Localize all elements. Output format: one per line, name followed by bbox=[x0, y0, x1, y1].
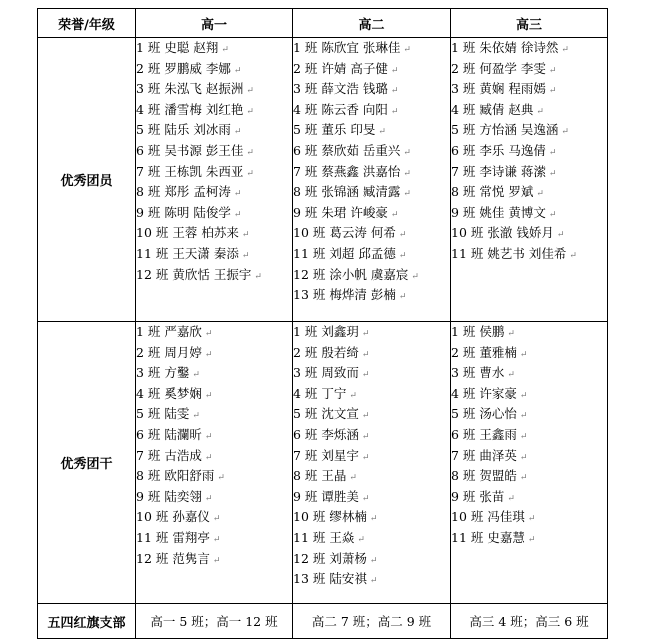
paragraph-mark-icon: ↵ bbox=[192, 370, 200, 381]
list-item-text: 10 班 葛云涛 何希 bbox=[293, 225, 396, 241]
member-grade3-list bbox=[451, 38, 608, 322]
list-item bbox=[136, 446, 292, 467]
paragraph-mark-icon: ↵ bbox=[361, 411, 370, 422]
header-category: 荣誉/年级 bbox=[38, 9, 136, 38]
paragraph-mark-icon: ↵ bbox=[241, 230, 250, 241]
list-item bbox=[293, 203, 450, 224]
list-item bbox=[293, 265, 450, 286]
paragraph-mark-icon: ↵ bbox=[403, 189, 411, 200]
list-item bbox=[293, 322, 450, 343]
list-item bbox=[136, 223, 292, 244]
list-item bbox=[451, 466, 607, 487]
paragraph-mark-icon: ↵ bbox=[254, 271, 262, 282]
paragraph-mark-icon: ↵ bbox=[361, 493, 370, 504]
list-item bbox=[293, 446, 450, 467]
paragraph-mark-icon: ↵ bbox=[519, 349, 528, 360]
paragraph-mark-icon: ↵ bbox=[561, 127, 569, 138]
branch-grade1: 高一 5 班；高一 12 班 bbox=[136, 604, 293, 639]
list-item bbox=[293, 528, 450, 549]
paragraph-mark-icon: ↵ bbox=[411, 271, 419, 282]
list-item bbox=[451, 343, 607, 364]
member-grade2-list bbox=[293, 38, 451, 322]
list-item bbox=[136, 79, 292, 100]
list-item-text: 12 班 黄欣恬 王振宇 bbox=[136, 266, 252, 282]
member-grade1-list bbox=[136, 38, 293, 322]
paragraph-mark-icon: ↵ bbox=[217, 473, 225, 484]
paragraph-mark-icon: ↵ bbox=[204, 431, 213, 442]
list-item-text: 13 班 陆安祺 bbox=[293, 571, 367, 587]
paragraph-mark-icon: ↵ bbox=[349, 390, 357, 401]
list-item bbox=[451, 38, 607, 59]
list-item-text: 7 班 蔡燕鑫 洪嘉怡 bbox=[293, 163, 401, 179]
list-item bbox=[136, 244, 292, 265]
paragraph-mark-icon: ↵ bbox=[233, 65, 242, 76]
paragraph-mark-icon: ↵ bbox=[527, 534, 536, 545]
list-item bbox=[451, 141, 607, 162]
list-item-text: 2 班 罗鹏威 李娜 bbox=[136, 60, 231, 76]
list-item-text: 7 班 曲泽英 bbox=[451, 447, 517, 463]
paragraph-mark-icon: ↵ bbox=[212, 534, 221, 545]
list-item-text: 10 班 缪林楠 bbox=[293, 509, 367, 525]
list-item bbox=[293, 343, 450, 364]
list-item bbox=[451, 487, 607, 508]
list-item-text: 4 班 臧倩 赵典 bbox=[451, 101, 534, 117]
list-item-text: 3 班 朱泓飞 赵振洲 bbox=[136, 81, 244, 97]
list-item bbox=[136, 100, 292, 121]
list-item-text: 7 班 王栋凯 朱西亚 bbox=[136, 163, 244, 179]
list-item-text: 5 班 董乐 印旻 bbox=[293, 122, 376, 138]
paragraph-mark-icon: ↵ bbox=[361, 349, 370, 360]
row-red-flag-branch bbox=[38, 604, 608, 639]
list-item-text: 11 班 史嘉慧 bbox=[451, 529, 525, 545]
paragraph-mark-icon: ↵ bbox=[507, 370, 515, 381]
paragraph-mark-icon: ↵ bbox=[361, 452, 370, 463]
list-item bbox=[136, 203, 292, 224]
paragraph-mark-icon: ↵ bbox=[369, 576, 378, 587]
list-item bbox=[293, 141, 450, 162]
list-item bbox=[136, 343, 292, 364]
list-item-text: 11 班 刘超 邱孟德 bbox=[293, 245, 396, 261]
list-item bbox=[293, 363, 450, 384]
paragraph-mark-icon: ↵ bbox=[357, 534, 365, 545]
list-item-text: 9 班 朱珺 许峻豪 bbox=[293, 204, 388, 220]
list-item-text: 12 班 范隽言 bbox=[136, 550, 210, 566]
list-item-text: 9 班 陆奕翎 bbox=[136, 488, 202, 504]
list-item bbox=[451, 162, 607, 183]
list-item bbox=[293, 182, 450, 203]
paragraph-mark-icon: ↵ bbox=[519, 390, 528, 401]
list-item-text: 1 班 史聪 赵翔 bbox=[136, 40, 219, 55]
list-item bbox=[293, 162, 450, 183]
branch-grade3: 高三 4 班；高三 6 班 bbox=[451, 604, 608, 639]
list-item-text: 2 班 殷若绮 bbox=[293, 344, 359, 360]
paragraph-mark-icon: ↵ bbox=[246, 168, 254, 179]
list-item bbox=[293, 404, 450, 425]
list-item bbox=[293, 38, 450, 59]
paragraph-mark-icon: ↵ bbox=[403, 168, 411, 179]
list-item-text: 10 班 张澈 钱娇月 bbox=[451, 225, 554, 241]
paragraph-mark-icon: ↵ bbox=[212, 555, 221, 566]
list-item-text: 10 班 冯佳琪 bbox=[451, 509, 525, 525]
list-item-text: 13 班 梅烨清 彭楠 bbox=[293, 287, 396, 303]
list-item bbox=[451, 446, 607, 467]
paragraph-mark-icon: ↵ bbox=[390, 86, 399, 97]
list-item-text: 5 班 方怡涵 吴逸涵 bbox=[451, 122, 559, 138]
list-item bbox=[451, 507, 607, 528]
list-item-text: 6 班 王鑫雨 bbox=[451, 426, 517, 442]
list-item-text: 8 班 张锦涵 臧清露 bbox=[293, 184, 401, 200]
list-item-text: 9 班 陈明 陆俊学 bbox=[136, 204, 231, 220]
paragraph-mark-icon: ↵ bbox=[204, 349, 213, 360]
list-item-text: 4 班 潘雪梅 刘红艳 bbox=[136, 101, 244, 117]
list-item bbox=[451, 182, 607, 203]
list-item bbox=[451, 59, 607, 80]
list-item bbox=[451, 404, 607, 425]
list-item bbox=[136, 384, 292, 405]
list-item bbox=[136, 404, 292, 425]
list-item bbox=[293, 59, 450, 80]
list-item bbox=[136, 265, 292, 286]
list-item-text: 11 班 王焱 bbox=[293, 529, 355, 545]
label-red-flag-branch: 五四红旗支部 bbox=[38, 604, 136, 639]
list-item bbox=[451, 244, 607, 265]
list-item-text: 12 班 涂小帆 虞嘉宸 bbox=[293, 266, 409, 282]
paragraph-mark-icon: ↵ bbox=[519, 431, 528, 442]
list-item bbox=[451, 223, 607, 244]
header-row bbox=[38, 9, 608, 38]
paragraph-mark-icon: ↵ bbox=[361, 329, 370, 339]
paragraph-mark-icon: ↵ bbox=[519, 411, 528, 422]
paragraph-mark-icon: ↵ bbox=[246, 106, 254, 117]
list-item bbox=[136, 120, 292, 141]
paragraph-mark-icon: ↵ bbox=[378, 127, 386, 138]
paragraph-mark-icon: ↵ bbox=[548, 209, 557, 220]
cadre-grade2-list bbox=[293, 322, 451, 604]
paragraph-mark-icon: ↵ bbox=[398, 292, 407, 303]
paragraph-mark-icon: ↵ bbox=[556, 230, 565, 241]
list-item bbox=[451, 528, 607, 549]
list-item-text: 4 班 许家豪 bbox=[451, 385, 517, 401]
paragraph-mark-icon: ↵ bbox=[204, 390, 213, 401]
list-item-text: 2 班 周月婷 bbox=[136, 344, 202, 360]
paragraph-mark-icon: ↵ bbox=[192, 411, 200, 422]
list-item-text: 2 班 许婧 高子健 bbox=[293, 60, 388, 76]
list-item-text: 5 班 陆乐 刘冰雨 bbox=[136, 122, 231, 138]
list-item-text: 6 班 陆瀾昕 bbox=[136, 426, 202, 442]
list-item-text: 4 班 陈云香 向阳 bbox=[293, 101, 388, 117]
paragraph-mark-icon: ↵ bbox=[204, 493, 213, 504]
paragraph-mark-icon: ↵ bbox=[390, 209, 399, 220]
paragraph-mark-icon: ↵ bbox=[369, 514, 378, 525]
list-item-text: 8 班 常悦 罗斌 bbox=[451, 184, 534, 200]
list-item-text: 5 班 沈文宣 bbox=[293, 406, 359, 422]
paragraph-mark-icon: ↵ bbox=[369, 555, 378, 566]
paragraph-mark-icon: ↵ bbox=[233, 127, 242, 138]
header-grade1: 高一 bbox=[136, 9, 293, 38]
paragraph-mark-icon: ↵ bbox=[403, 45, 411, 55]
list-item-text: 5 班 汤心怡 bbox=[451, 406, 517, 422]
paragraph-mark-icon: ↵ bbox=[204, 452, 213, 463]
list-item bbox=[451, 322, 607, 343]
header-grade2: 高二 bbox=[293, 9, 451, 38]
list-item-text: 12 班 刘萧杨 bbox=[293, 550, 367, 566]
list-item-text: 11 班 姚艺书 刘佳希 bbox=[451, 245, 567, 261]
list-item bbox=[136, 322, 292, 343]
list-item bbox=[136, 487, 292, 508]
list-item-text: 1 班 刘鑫玥 bbox=[293, 324, 359, 339]
list-item bbox=[136, 425, 292, 446]
list-item bbox=[293, 549, 450, 570]
row-excellent-cadre bbox=[38, 322, 608, 604]
list-item-text: 6 班 李乐 马逸倩 bbox=[451, 142, 546, 158]
list-item-text: 8 班 贺盟皓 bbox=[451, 468, 517, 484]
list-item bbox=[293, 425, 450, 446]
label-excellent-member: 优秀团员 bbox=[38, 38, 136, 322]
list-item bbox=[136, 59, 292, 80]
list-item bbox=[293, 223, 450, 244]
list-item-text: 3 班 黄娴 程雨嫣 bbox=[451, 81, 546, 97]
paragraph-mark-icon: ↵ bbox=[241, 250, 250, 261]
paragraph-mark-icon: ↵ bbox=[548, 65, 557, 76]
paragraph-mark-icon: ↵ bbox=[519, 452, 528, 463]
list-item-text: 8 班 欧阳舒雨 bbox=[136, 468, 215, 484]
list-item-text: 11 班 王天潇 秦添 bbox=[136, 245, 239, 261]
list-item-text: 1 班 侯鹏 bbox=[451, 324, 505, 339]
list-item bbox=[293, 466, 450, 487]
list-item bbox=[293, 120, 450, 141]
paragraph-mark-icon: ↵ bbox=[548, 168, 557, 179]
paragraph-mark-icon: ↵ bbox=[548, 147, 557, 158]
list-item-text: 7 班 李诗谦 蒋潆 bbox=[451, 163, 546, 179]
list-item bbox=[136, 38, 292, 59]
list-item bbox=[293, 487, 450, 508]
paragraph-mark-icon: ↵ bbox=[233, 189, 242, 200]
list-item bbox=[451, 120, 607, 141]
list-item-text: 3 班 周致而 bbox=[293, 365, 359, 381]
paragraph-mark-icon: ↵ bbox=[536, 106, 544, 117]
list-item bbox=[293, 244, 450, 265]
list-item-text: 4 班 奚梦娴 bbox=[136, 385, 202, 401]
list-item-text: 1 班 朱依婧 徐诗然 bbox=[451, 40, 559, 55]
list-item-text: 1 班 严嘉欣 bbox=[136, 324, 202, 339]
list-item-text: 9 班 张苗 bbox=[451, 488, 505, 504]
cadre-grade3-list bbox=[451, 322, 608, 604]
list-item bbox=[293, 100, 450, 121]
paragraph-mark-icon: ↵ bbox=[246, 86, 254, 97]
list-item bbox=[293, 384, 450, 405]
list-item bbox=[293, 569, 450, 590]
paragraph-mark-icon: ↵ bbox=[361, 370, 370, 381]
list-item-text: 8 班 郑彤 孟柯涛 bbox=[136, 184, 231, 200]
list-item bbox=[451, 79, 607, 100]
paragraph-mark-icon: ↵ bbox=[221, 45, 229, 55]
list-item-text: 3 班 曹水 bbox=[451, 365, 505, 381]
list-item-text: 1 班 陈欣宜 张琳佳 bbox=[293, 40, 401, 55]
paragraph-mark-icon: ↵ bbox=[507, 493, 515, 504]
list-item bbox=[293, 285, 450, 306]
list-item bbox=[136, 182, 292, 203]
paragraph-mark-icon: ↵ bbox=[548, 86, 557, 97]
list-item-text: 5 班 陆雯 bbox=[136, 406, 190, 422]
list-item-text: 2 班 何盈学 李雯 bbox=[451, 60, 546, 76]
list-item bbox=[293, 507, 450, 528]
list-item-text: 10 班 王蓉 柏苏来 bbox=[136, 225, 239, 241]
list-item bbox=[293, 79, 450, 100]
list-item bbox=[136, 363, 292, 384]
paragraph-mark-icon: ↵ bbox=[246, 147, 254, 158]
list-item-text: 11 班 雷翔亭 bbox=[136, 529, 210, 545]
list-item-text: 3 班 方鑿 bbox=[136, 365, 190, 381]
list-item-text: 10 班 孙嘉仪 bbox=[136, 509, 210, 525]
list-item-text: 4 班 丁宁 bbox=[293, 385, 347, 401]
paragraph-mark-icon: ↵ bbox=[349, 473, 357, 484]
list-item bbox=[136, 549, 292, 570]
list-item bbox=[136, 528, 292, 549]
paragraph-mark-icon: ↵ bbox=[403, 147, 411, 158]
label-excellent-cadre: 优秀团干 bbox=[38, 322, 136, 604]
paragraph-mark-icon: ↵ bbox=[507, 329, 515, 339]
paragraph-mark-icon: ↵ bbox=[398, 250, 407, 261]
list-item-text: 7 班 刘星宇 bbox=[293, 447, 359, 463]
honor-table bbox=[37, 8, 608, 639]
list-item-text: 3 班 薛文浩 钱璐 bbox=[293, 81, 388, 97]
list-item bbox=[136, 466, 292, 487]
list-item-text: 9 班 姚佳 黄博文 bbox=[451, 204, 546, 220]
paragraph-mark-icon: ↵ bbox=[361, 431, 370, 442]
cadre-grade1-list bbox=[136, 322, 293, 604]
paragraph-mark-icon: ↵ bbox=[212, 514, 221, 525]
list-item-text: 8 班 王晶 bbox=[293, 468, 347, 484]
list-item bbox=[136, 162, 292, 183]
paragraph-mark-icon: ↵ bbox=[233, 209, 242, 220]
list-item bbox=[451, 100, 607, 121]
paragraph-mark-icon: ↵ bbox=[527, 514, 536, 525]
list-item-text: 6 班 蔡欣茹 岳重兴 bbox=[293, 142, 401, 158]
row-excellent-member bbox=[38, 38, 608, 322]
paragraph-mark-icon: ↵ bbox=[390, 106, 399, 117]
list-item-text: 7 班 古浩成 bbox=[136, 447, 202, 463]
paragraph-mark-icon: ↵ bbox=[569, 250, 577, 261]
list-item bbox=[451, 363, 607, 384]
list-item bbox=[451, 425, 607, 446]
paragraph-mark-icon: ↵ bbox=[519, 473, 528, 484]
list-item bbox=[451, 384, 607, 405]
paragraph-mark-icon: ↵ bbox=[398, 230, 407, 241]
list-item-text: 6 班 吴书源 彭王佳 bbox=[136, 142, 244, 158]
list-item bbox=[136, 141, 292, 162]
list-item bbox=[136, 507, 292, 528]
paragraph-mark-icon: ↵ bbox=[390, 65, 399, 76]
header-grade3: 高三 bbox=[451, 9, 608, 38]
list-item-text: 6 班 李烁涵 bbox=[293, 426, 359, 442]
paragraph-mark-icon: ↵ bbox=[536, 189, 544, 200]
paragraph-mark-icon: ↵ bbox=[204, 329, 213, 339]
paragraph-mark-icon: ↵ bbox=[561, 45, 569, 55]
list-item bbox=[451, 203, 607, 224]
branch-grade2: 高二 7 班；高二 9 班 bbox=[293, 604, 451, 639]
list-item-text: 9 班 谭胜美 bbox=[293, 488, 359, 504]
list-item-text: 2 班 董雅楠 bbox=[451, 344, 517, 360]
